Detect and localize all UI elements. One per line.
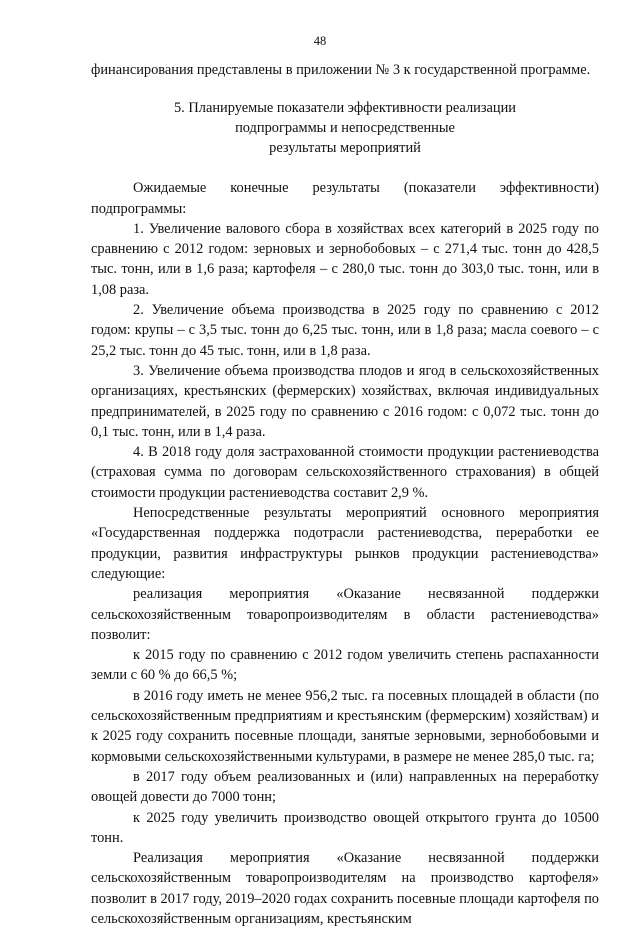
page-number: 48 [313, 34, 327, 48]
section-heading-line-1: 5. Планируемые показатели эффективности реализации [173, 100, 517, 117]
paragraph-direct-results: Непосредственные результаты мероприятий основного мероприятия «Государственная поддержка подотрасли растениеводства, переработки ее продукции, развития инфраструктуры рынков продукции растениеводства» следующие: [91, 505, 599, 582]
section-heading-line-3: результаты мероприятий [269, 140, 421, 157]
paragraph-plowed-land: к 2015 году по сравнению с 2012 годом увеличить степень распаханности земли с 60 % до 66,5 %; [91, 647, 599, 684]
paragraph-item-3: 3. Увеличение объема производства плодов и ягод в сельскохозяйственных организациях, крестьянских (фермерских) хозяйствах, включая индивидуальных предпринимателей, в 2025 году по сравнению с 2016 годом: с 0,072 тыс. тонн до 0,1 тыс. тонн, или в 1,4 раза. [91, 362, 599, 440]
paragraph-unrelated-support: реализация мероприятия «Оказание несвязанной поддержки сельскохозяйственным товаропроизводителям в области растениеводства» позволит: [91, 586, 599, 643]
paragraph-item-2: 2. Увеличение объема производства в 2025 году по сравнению с 2012 годом: крупы – с 3,5 тыс. тонн до 6,25 тыс. тонн, или в 1,8 раза; масла соевого – с 25,2 тыс. тонн до 45 тыс. тонн, или в 1,8 раза. [91, 302, 599, 359]
paragraph-sown-area: в 2016 году иметь не менее 956,2 тыс. га посевных площадей в области (по сельскохозяйственным предприятиям и крестьянским (фермерским) хозяйствам) и к 2025 году сохранить посевные площади, занятые зерновыми, зернобобовыми и кормовыми сельскохозяйственными культурами, в размере не менее 285,0 тыс. га; [91, 687, 599, 765]
section-heading-line-2: подпрограммы и непосредственные [235, 120, 455, 137]
document-body [91, 60, 599, 929]
paragraph-potato-support: Реализация мероприятия «Оказание несвязанной поддержки сельскохозяйственным товаропроизводителям на производство картофеля» позволит в 2017 году, 2019–2020 годах сохранить посевные площади картофеля по сельскохозяйственным организациям, крестьянским [91, 850, 599, 927]
section-heading [91, 98, 599, 158]
paragraph-expected-results: Ожидаемые конечные результаты (показатели эффективности) подпрограммы: [91, 180, 599, 217]
intro-paragraph: финансирования представлены в приложении № 3 к государственной программе. [91, 62, 591, 78]
paragraph-vegetables-2025: к 2025 году увеличить производство овощей открытого грунта до 10500 тонн. [91, 809, 599, 846]
paragraph-item-1: 1. Увеличение валового сбора в хозяйствах всех категорий в 2025 году по сравнению с 2012 годом: зерновых и зернобобовых – с 271,4 тыс. тонн до 428,5 тыс. тонн, или в 1,6 раза; картофеля – с 280,0 тыс. тонн до 303,0 тыс. тонн, или в 1,08 раза. [91, 220, 599, 298]
paragraph-item-4: 4. В 2018 году доля застрахованной стоимости продукции растениеводства (страховая сумма по договорам сельскохозяйственного страхования) в общей стоимости продукции растениеводства составит 2,9 %. [91, 444, 599, 501]
paragraph-vegetables-2017: в 2017 году объем реализованных и (или) направленных на переработку овощей довести до 7000 тонн; [91, 768, 599, 806]
